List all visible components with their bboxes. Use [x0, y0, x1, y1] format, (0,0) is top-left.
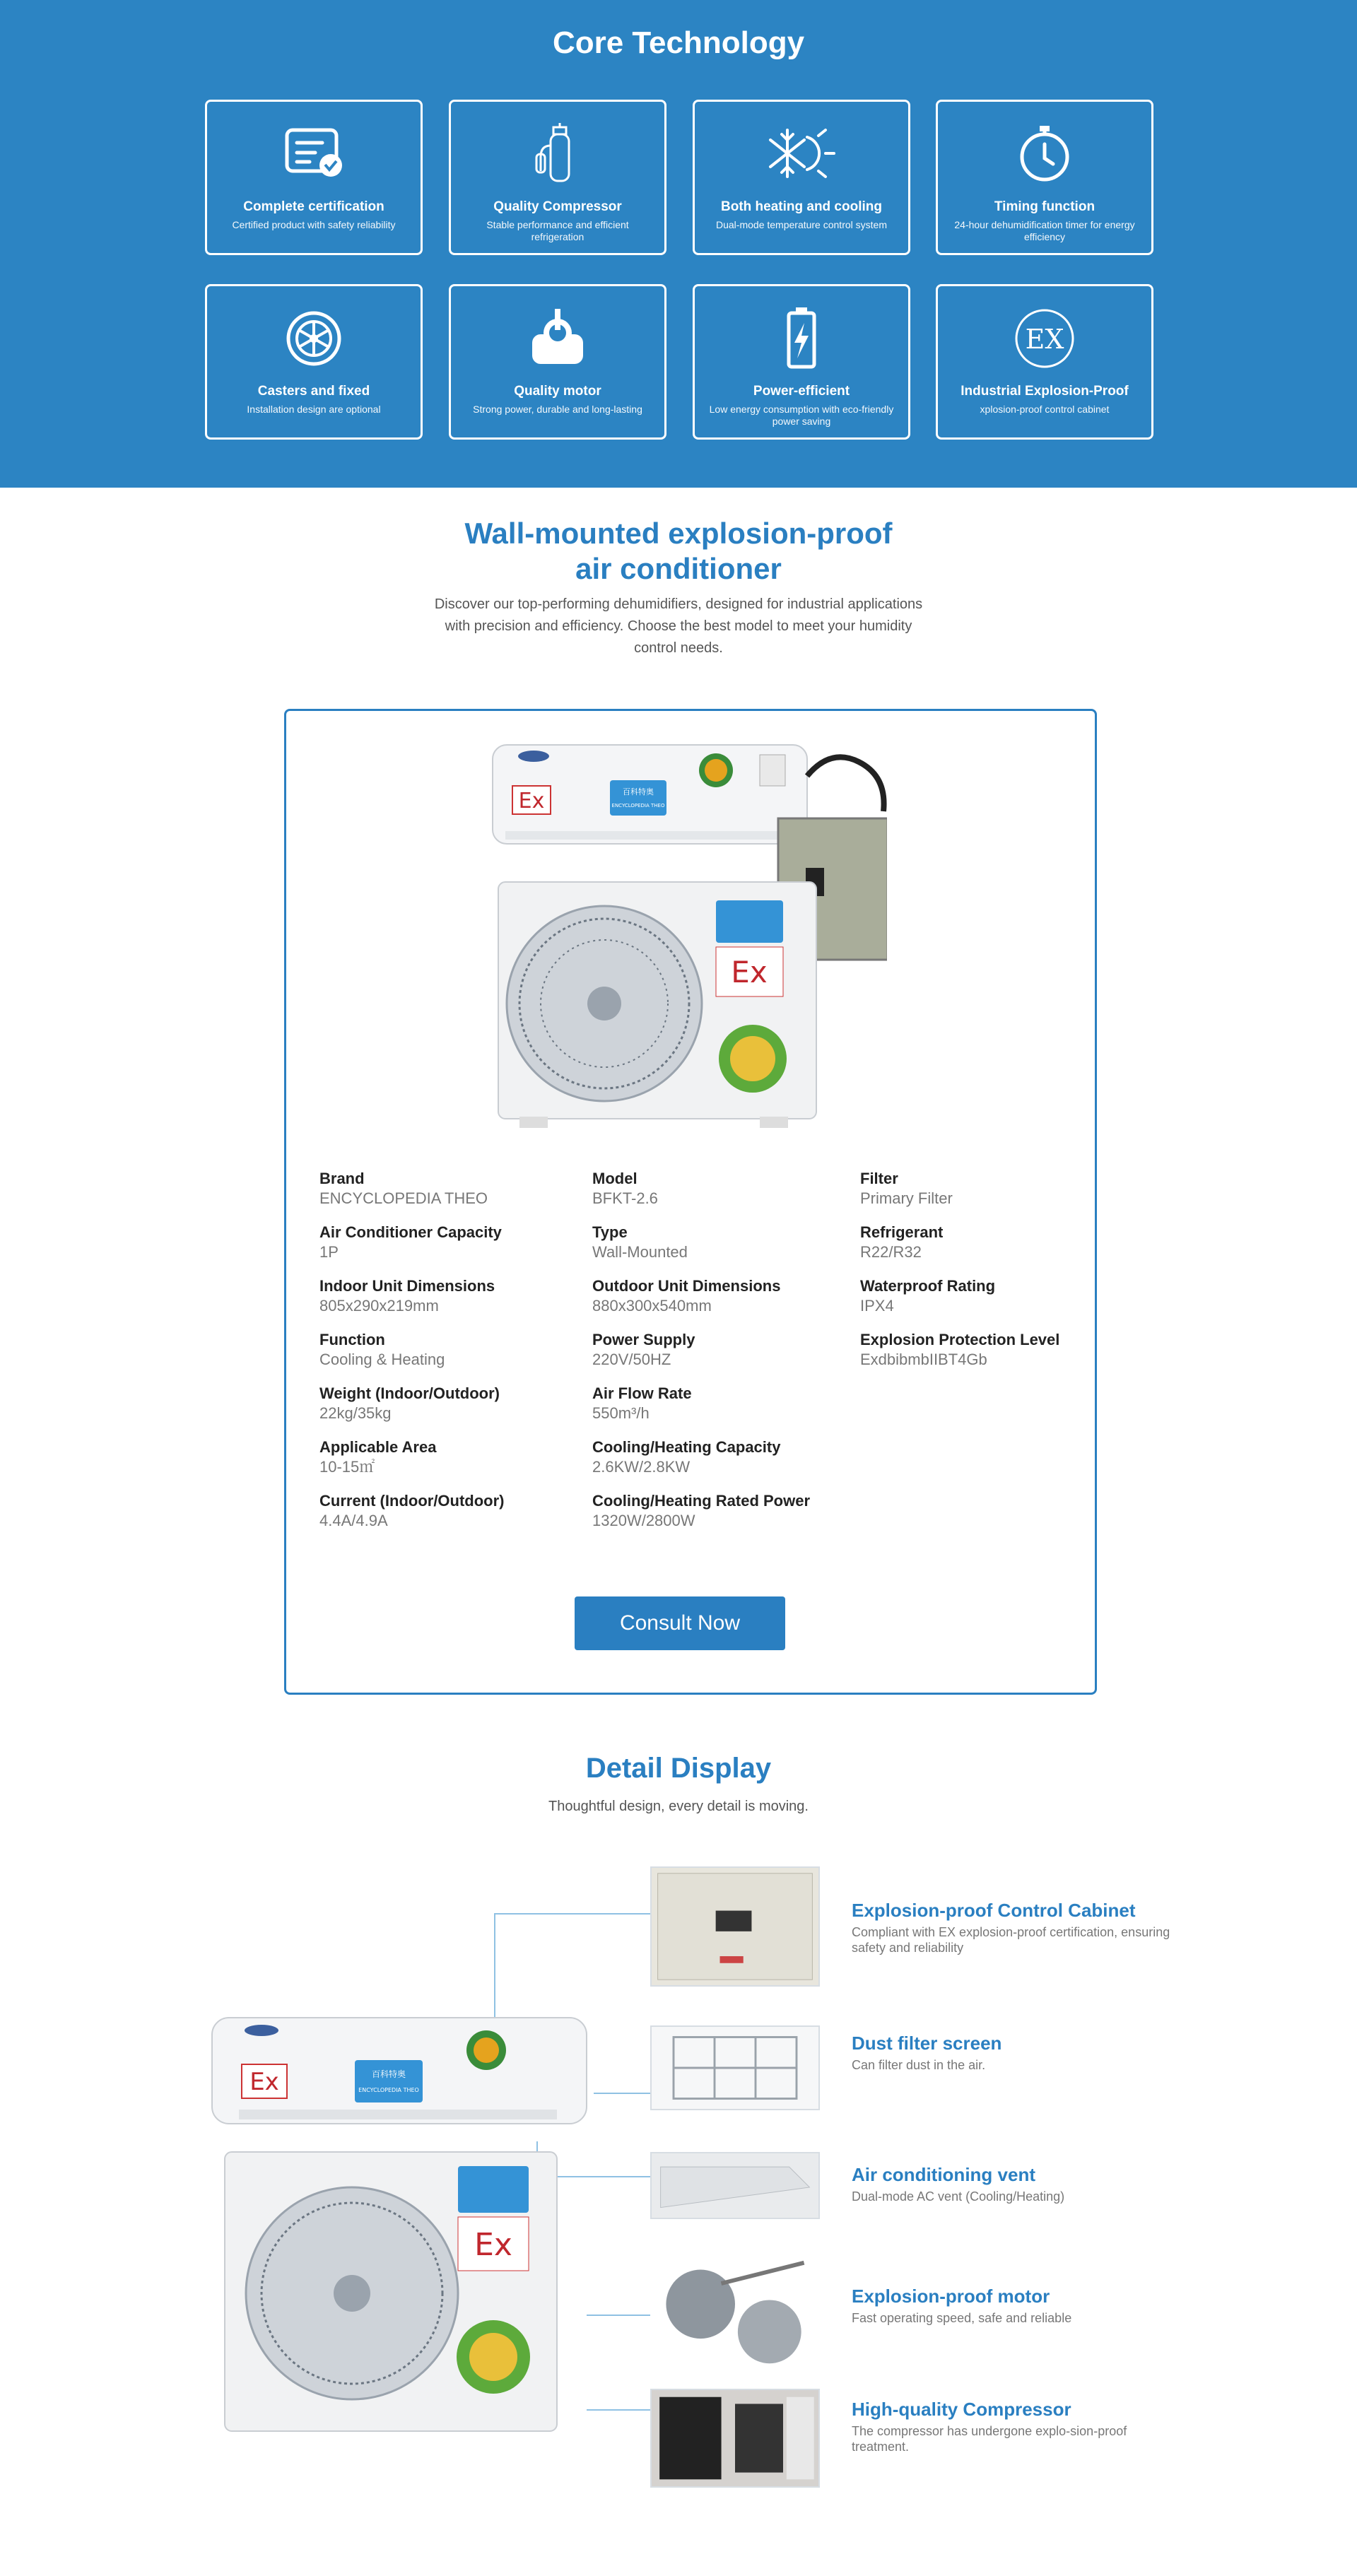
spec-item [319, 1223, 502, 1262]
spec-value: 1P [319, 1243, 339, 1261]
control-cabinet-image [652, 1868, 818, 1985]
feature-card-desc: Certified product with safety reliability [232, 219, 396, 230]
detail-item-title: Dust filter screen [852, 2033, 1002, 2054]
product-image [491, 741, 887, 1136]
feature-card-motor [449, 284, 666, 440]
spec-value: Cooling & Heating [319, 1351, 445, 1368]
battery-bolt-icon [766, 306, 837, 370]
thumb-control-cabinet [650, 1866, 820, 1987]
detail-item-title: Explosion-proof motor [852, 2286, 1050, 2307]
thumb-ac-vent [650, 2152, 820, 2219]
thumb-motor [650, 2254, 820, 2371]
dust-filter-image [652, 2027, 818, 2109]
detail-item-dust-filter [852, 2033, 1177, 2073]
snow-sun-icon [766, 122, 837, 185]
product-title-line1: Wall-mounted explosion-proof [464, 517, 893, 550]
spec-item [592, 1384, 692, 1423]
spec-item [319, 1384, 500, 1423]
caster-wheel-icon [278, 306, 349, 370]
product-title [396, 516, 961, 587]
spec-item [860, 1330, 1059, 1370]
spec-value: ExdbibmbIIBT4Gb [860, 1351, 987, 1368]
spec-label: Function [319, 1331, 385, 1348]
detail-unit-image [211, 2011, 606, 2435]
feature-card-title: Both heating and cooling [721, 199, 882, 214]
spec-value: 550m³/h [592, 1404, 650, 1422]
detail-item-ac-vent [852, 2164, 1177, 2204]
spec-label: Model [592, 1170, 638, 1187]
spec-value: 10-15㎡ [319, 1458, 375, 1476]
spec-value: R22/R32 [860, 1243, 922, 1261]
compressor-image [652, 2390, 818, 2486]
spec-item [319, 1330, 445, 1370]
spec-item [860, 1223, 943, 1262]
thumb-compressor [650, 2389, 820, 2488]
product-card [284, 709, 1097, 1695]
spec-item [319, 1437, 436, 1477]
spec-value: 22kg/35kg [319, 1404, 392, 1422]
detail-item-compressor [852, 2399, 1177, 2454]
spec-label: Weight (Indoor/Outdoor) [319, 1384, 500, 1402]
spec-item [592, 1169, 658, 1208]
spec-value: 220V/50HZ [592, 1351, 671, 1368]
ex-mark-text: Ex [518, 789, 545, 813]
brand-en-text: ENCYCLOPEDIA THEO [611, 803, 665, 808]
feature-card-title: Casters and fixed [257, 384, 370, 399]
consult-now-button[interactable]: Consult Now [575, 1596, 785, 1650]
spec-item [319, 1169, 488, 1208]
spec-item [592, 1223, 688, 1262]
feature-card-power [693, 284, 910, 440]
detail-item-desc: The compressor has undergone explo-sion-proof treatment. [852, 2424, 1127, 2454]
spec-value: ENCYCLOPEDIA THEO [319, 1189, 488, 1207]
spec-label: Refrigerant [860, 1223, 944, 1241]
spec-label: Brand [319, 1170, 365, 1187]
spec-item [592, 1437, 780, 1477]
feature-card-desc: Stable performance and efficient refrigeration [486, 219, 629, 242]
thumb-dust-filter [650, 2025, 820, 2110]
product-title-line2: air conditioner [575, 552, 782, 585]
detail-item-title: Air conditioning vent [852, 2164, 1035, 2185]
indoor-unit-illustration [493, 745, 807, 844]
detail-ex-mark: Ex [249, 2068, 279, 2096]
product-description: Discover our top-performing dehumidifiers, designed for industrial applications with precision and efficiency. Choose the best model to meet your humidity control needs. [434, 596, 923, 656]
ex-badge-icon [1009, 306, 1080, 370]
detail-item-motor [852, 2286, 1177, 2326]
feature-card-explosion-proof [936, 284, 1153, 440]
detail-item-desc: Dual-mode AC vent (Cooling/Heating) [852, 2189, 1065, 2204]
feature-card-heating-cooling [693, 100, 910, 255]
detail-display-subtitle: Thoughtful design, every detail is moving. [548, 1799, 809, 1814]
feature-card-desc: Low energy consumption with eco-friendly power saving [709, 404, 894, 427]
spec-label: Power Supply [592, 1331, 695, 1348]
feature-card-desc: xplosion-proof control cabinet [980, 404, 1110, 415]
core-technology-title: Core Technology [552, 25, 805, 60]
spec-label: Applicable Area [319, 1438, 437, 1456]
spec-value: 1320W/2800W [592, 1512, 695, 1529]
spec-item [860, 1276, 995, 1316]
feature-card-title: Complete certification [243, 199, 384, 214]
detail-item-title: High-quality Compressor [852, 2399, 1071, 2420]
feature-card-timing [936, 100, 1153, 255]
core-technology-section [0, 0, 1357, 488]
feature-card-title: Timing function [994, 199, 1095, 214]
spec-label: Indoor Unit Dimensions [319, 1277, 495, 1295]
detail-item-desc: Fast operating speed, safe and reliable [852, 2311, 1072, 2325]
detail-ex-mark-outdoor: Ex [474, 2227, 512, 2263]
stopwatch-icon [1009, 122, 1080, 185]
compressor-icon [522, 122, 593, 185]
spec-value: 880x300x540mm [592, 1297, 712, 1315]
detail-brand-badge: 百科特奥 [371, 2069, 406, 2079]
feature-card-certification [205, 100, 423, 255]
feature-card-title: Power-efficient [753, 384, 850, 399]
spec-value: IPX4 [860, 1297, 894, 1315]
spec-value: Primary Filter [860, 1189, 953, 1207]
spec-value: 2.6KW/2.8KW [592, 1458, 691, 1476]
spec-item [592, 1276, 780, 1316]
spec-value: 4.4A/4.9A [319, 1512, 388, 1529]
feature-card-title: Industrial Explosion-Proof [961, 384, 1129, 399]
spec-value: Wall-Mounted [592, 1243, 688, 1261]
detail-display-title: Detail Display [585, 1753, 772, 1784]
feature-card-casters [205, 284, 423, 440]
detail-item-desc: Compliant with EX explosion-proof certification, ensuring safety and reliability [852, 1925, 1170, 1955]
feature-card-desc: Installation design are optional [247, 404, 381, 415]
detail-item-desc: Can filter dust in the air. [852, 2058, 986, 2072]
feature-card-title: Quality motor [514, 384, 601, 399]
spec-label: Filter [860, 1170, 898, 1187]
brand-badge-text: 百科特奥 [623, 787, 654, 796]
feature-card-compressor [449, 100, 666, 255]
spec-label: Air Flow Rate [592, 1384, 692, 1402]
spec-label: Explosion Protection Level [860, 1331, 1060, 1348]
spec-value: BFKT-2.6 [592, 1189, 658, 1207]
feature-card-title: Quality Compressor [493, 199, 622, 214]
detail-item-control-cabinet [852, 1900, 1177, 1955]
spec-item [319, 1276, 495, 1316]
ex-badge-text: EX [1025, 324, 1064, 355]
spec-item [319, 1491, 505, 1531]
spec-label: Air Conditioner Capacity [319, 1223, 502, 1241]
spec-value: 805x290x219mm [319, 1297, 439, 1315]
spec-label: Cooling/Heating Capacity [592, 1438, 781, 1456]
spec-label: Cooling/Heating Rated Power [592, 1492, 811, 1510]
spec-item [592, 1491, 810, 1531]
feature-card-desc: Dual-mode temperature control system [716, 219, 887, 230]
detail-item-title: Explosion-proof Control Cabinet [852, 1900, 1136, 1921]
spec-label: Type [592, 1223, 628, 1241]
motor-icon [522, 306, 593, 370]
outdoor-unit-illustration [498, 882, 816, 1128]
feature-card-desc: 24-hour dehumidification timer for energy efficiency [954, 219, 1135, 242]
ex-mark-text-outdoor: Ex [731, 955, 768, 989]
spec-item [592, 1330, 695, 1370]
certificate-icon [278, 122, 349, 185]
motor-image [652, 2256, 818, 2370]
spec-item [860, 1169, 953, 1208]
spec-label: Current (Indoor/Outdoor) [319, 1492, 505, 1510]
ac-vent-image [652, 2153, 818, 2218]
spec-label: Outdoor Unit Dimensions [592, 1277, 781, 1295]
feature-card-desc: Strong power, durable and long-lasting [473, 404, 642, 415]
spec-label: Waterproof Rating [860, 1277, 996, 1295]
detail-brand-en: ENCYCLOPEDIA THEO [358, 2087, 419, 2093]
